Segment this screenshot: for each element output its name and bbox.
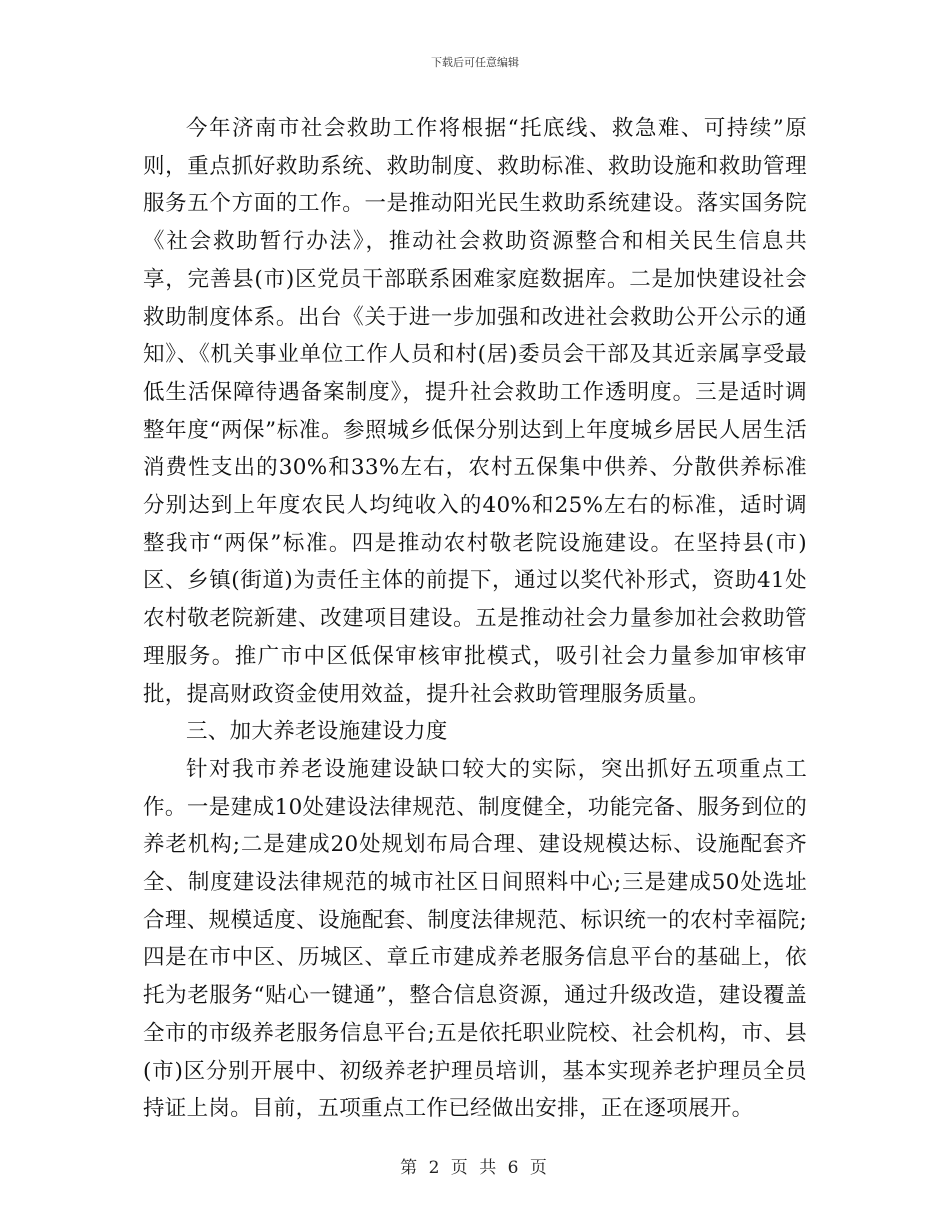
- page-header: 下载后可任意编辑: [431, 56, 519, 69]
- section-heading-elderly-care: 三、加大养老设施建设力度: [186, 719, 448, 745]
- page-number: 第 2 页 共 6 页: [400, 1158, 550, 1178]
- document-body: [143, 110, 807, 1128]
- paragraph-elderly-care: 针对我市养老设施建设缺口较大的实际，突出抓好五项重点工作。一是建成10处建设法律规范、制度健全，功能完备、服务到位的养老机构;二是建成20处规划布局合理、建设规模达标、设施配套齐全、制度建设法律规范的城市社区日间照料中心;三是建成50处选址合理、规模适度、设施配套、制度法律规范、标识统一的农村幸福院;四是在市中区、历城区、章丘市建成养老服务信息平台的基础上，依托为老服务“贴心一键通”，整合信息资源，通过升级改造，建设覆盖全市的市级养老服务信息平台;五是依托职业院校、社会机构，市、县(市)区分别开展中、初级养老护理员培训，基本实现养老护理员全员持证上岗。目前，五项重点工作已经做出安排，正在逐项展开。: [143, 756, 807, 1122]
- paragraph-social-assistance: 今年济南市社会救助工作将根据“托底线、救急难、可持续”原则，重点抓好救助系统、救助制度、救助标准、救助设施和救助管理服务五个方面的工作。一是推动阳光民生救助系统建设。落实国务院《社会救助暂行办法》，推动社会救助资源整合和相关民生信息共享，完善县(市)区党员干部联系困难家庭数据库。二是加快建设社会救助制度体系。出台《关于进一步加强和改进社会救助公开公示的通知》、《机关事业单位工作人员和村(居)委员会干部及其近亲属享受最低生活保障待遇备案制度》，提升社会救助工作透明度。三是适时调整年度“两保”标准。参照城乡低保分别达到上年度城乡居民人居生活消费性支出的30%和33%左右，农村五保集中供养、分散供养标准分别达到上年度农民人均纯收入的40%和25%左右的标准，适时调整我市“两保”标准。四是推动农村敬老院设施建设。在坚持县(市)区、乡镇(街道)为责任主体的前提下，通过以奖代补形式，资助41处农村敬老院新建、改建项目建设。五是推动社会力量参加社会救助管理服务。推广市中区低保审核审批模式，吸引社会力量参加审核审批，提高财政资金使用效益，提升社会救助管理服务质量。: [143, 116, 807, 707]
